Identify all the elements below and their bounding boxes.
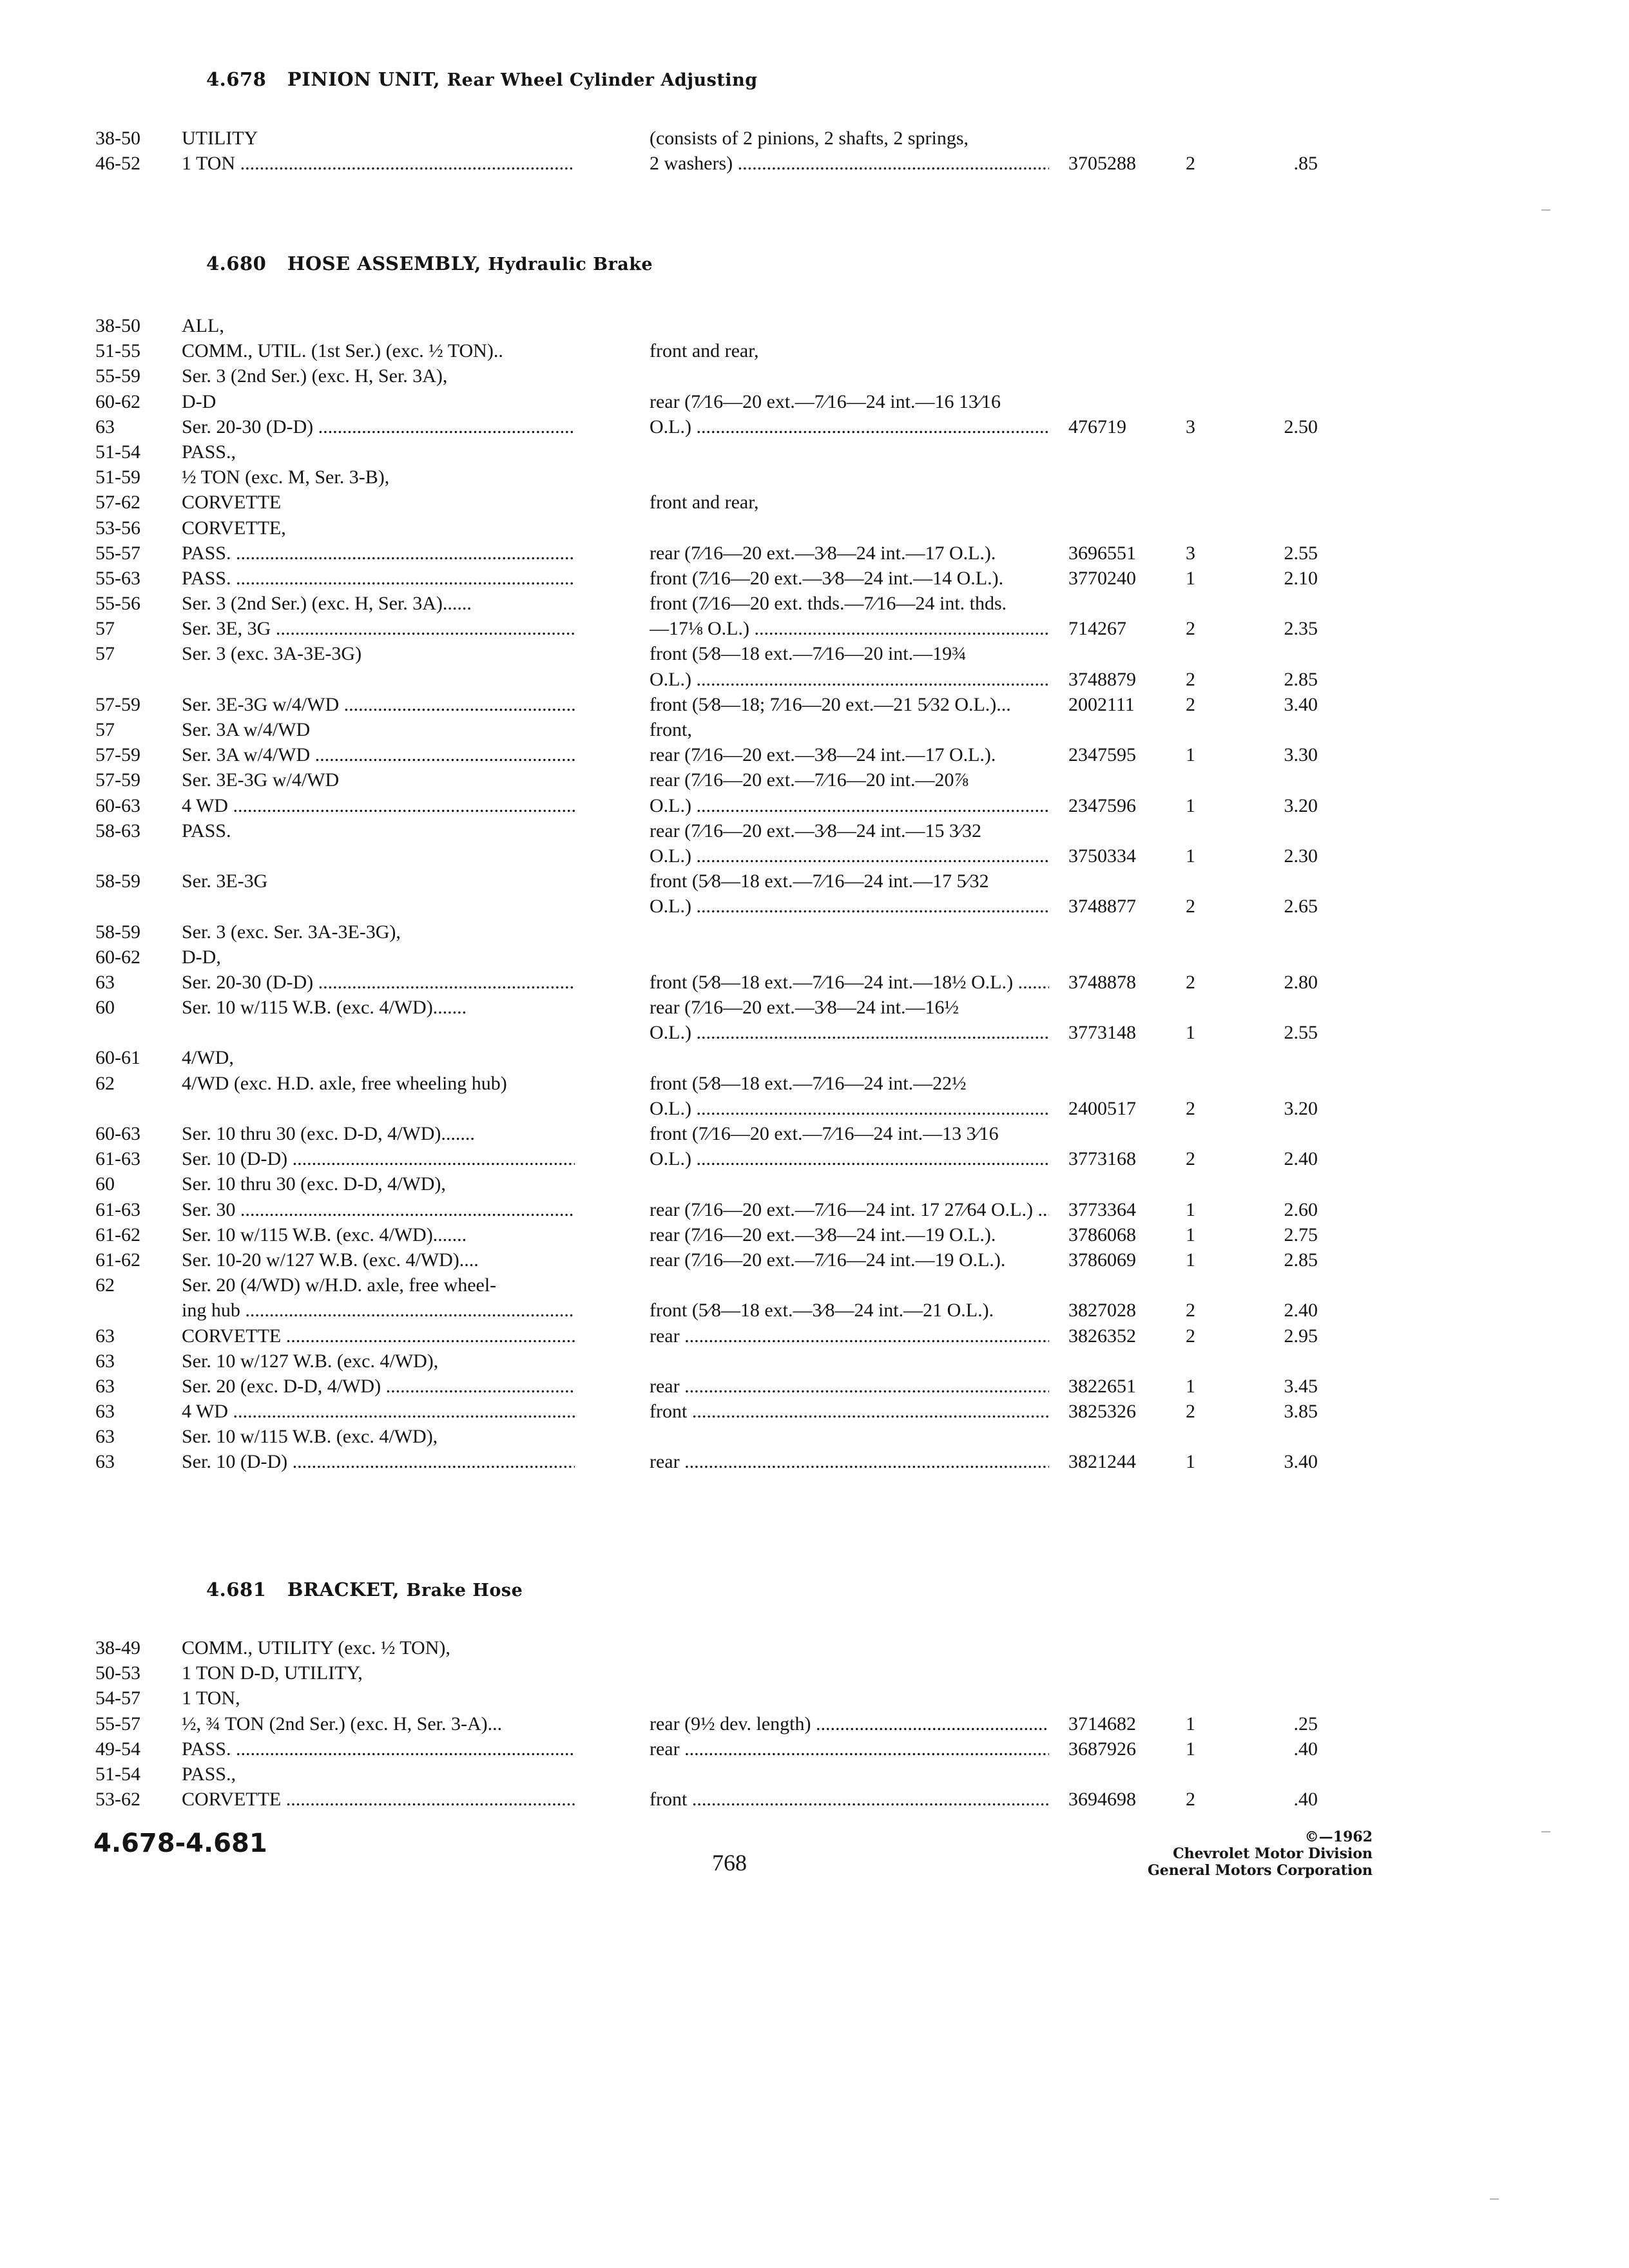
description-cell: O.L.) ..... bbox=[650, 1146, 1049, 1171]
price-cell: 2.50 bbox=[1284, 416, 1318, 437]
application-cell: Ser. 30 ..... bbox=[182, 1197, 575, 1222]
quantity-cell: 2 bbox=[1186, 1300, 1195, 1321]
application-cell: Ser. 20 (exc. D-D, 4/WD) ..... bbox=[182, 1374, 575, 1399]
part-number-cell: 3821244 bbox=[1068, 1451, 1136, 1473]
description-cell: front (5⁄8—18 ext.—7⁄16—20 int.—19¾ bbox=[650, 643, 967, 665]
year-cell: 57 bbox=[95, 719, 115, 740]
description-cell: rear (7⁄16—20 ext.—3⁄8—24 int.—15 3⁄32 bbox=[650, 820, 981, 841]
year-cell: 54-57 bbox=[95, 1687, 140, 1709]
part-number-cell: 2347595 bbox=[1068, 744, 1136, 766]
quantity-cell: 2 bbox=[1186, 1097, 1195, 1119]
quantity-cell: 2 bbox=[1186, 668, 1195, 690]
application-cell: 1 TON D-D, UTILITY, bbox=[182, 1662, 363, 1684]
price-cell: .85 bbox=[1293, 153, 1318, 175]
application-cell: Ser. 3 (2nd Ser.) (exc. H, Ser. 3A), bbox=[182, 365, 448, 387]
price-cell: 3.40 bbox=[1284, 693, 1318, 715]
description-cell: O.L.) ..... bbox=[650, 1096, 1049, 1121]
application-cell: Ser. 20 (4/WD) w/H.D. axle, free wheel- bbox=[182, 1274, 497, 1296]
year-cell: 55-56 bbox=[95, 593, 140, 615]
application-cell: Ser. 20-30 (D-D) ..... bbox=[182, 970, 575, 995]
description-cell: O.L.) ..... bbox=[650, 667, 1049, 692]
description-cell: rear ..... bbox=[650, 1449, 1049, 1474]
scan-mark bbox=[1490, 2198, 1499, 2200]
year-cell: 57 bbox=[95, 618, 115, 640]
price-cell: 2.60 bbox=[1284, 1198, 1318, 1220]
year-cell: 63 bbox=[95, 1426, 115, 1448]
year-cell: 58-59 bbox=[95, 870, 140, 892]
quantity-cell: 2 bbox=[1186, 693, 1195, 715]
application-cell: 1 TON, bbox=[182, 1687, 240, 1709]
application-cell: Ser. 3 (exc. 3A-3E-3G) bbox=[182, 643, 362, 665]
description-cell: rear ..... bbox=[650, 1323, 1049, 1349]
quantity-cell: 1 bbox=[1186, 1713, 1195, 1735]
year-cell: 63 bbox=[95, 1375, 115, 1397]
year-cell: 38-50 bbox=[95, 128, 140, 149]
year-cell: 60-62 bbox=[95, 946, 140, 968]
copyright-block bbox=[1148, 1829, 1373, 1879]
part-number-cell: 3786069 bbox=[1068, 1249, 1136, 1271]
price-cell: 3.30 bbox=[1284, 744, 1318, 766]
description-cell: front (7⁄16—20 ext.—3⁄8—24 int.—14 O.L.). bbox=[650, 567, 1004, 589]
description-cell: rear ..... bbox=[650, 1736, 1049, 1762]
part-number-cell: 3770240 bbox=[1068, 567, 1136, 589]
year-cell: 57-62 bbox=[95, 492, 140, 514]
description-cell: —17⅛ O.L.) ..... bbox=[650, 616, 1049, 641]
year-cell: 55-57 bbox=[95, 542, 140, 564]
year-cell: 50-53 bbox=[95, 1662, 140, 1684]
description-cell: 2 washers) ..... bbox=[650, 151, 1049, 176]
description-cell: O.L.) ..... bbox=[650, 843, 1049, 869]
quantity-cell: 1 bbox=[1186, 845, 1195, 867]
application-cell: PASS., bbox=[182, 441, 236, 463]
page-number: 768 bbox=[712, 1850, 747, 1876]
part-number-cell: 3827028 bbox=[1068, 1300, 1136, 1321]
part-number-cell: 3748879 bbox=[1068, 668, 1136, 690]
copyright-year: ©—1962 bbox=[1304, 1829, 1373, 1845]
quantity-cell: 2 bbox=[1186, 971, 1195, 993]
year-cell: 57 bbox=[95, 643, 115, 665]
price-cell: 3.20 bbox=[1284, 794, 1318, 816]
section-title-4-680 bbox=[206, 253, 653, 274]
application-cell: Ser. 10 w/115 W.B. (exc. 4/WD)....... bbox=[182, 997, 467, 1019]
application-cell: Ser. 10 w/115 W.B. (exc. 4/WD)....... bbox=[182, 1224, 467, 1245]
description-cell: front ..... bbox=[650, 1787, 1049, 1812]
year-cell: 53-56 bbox=[95, 517, 140, 539]
year-cell: 38-49 bbox=[95, 1637, 140, 1658]
price-cell: 2.40 bbox=[1284, 1148, 1318, 1170]
section-number: 4.678 bbox=[206, 68, 267, 90]
application-cell: 4 WD ..... bbox=[182, 1399, 575, 1424]
price-cell: 3.20 bbox=[1284, 1097, 1318, 1119]
application-cell: ALL, bbox=[182, 315, 224, 336]
application-cell: PASS. ..... bbox=[182, 566, 575, 591]
application-cell: PASS. bbox=[182, 820, 231, 841]
year-cell: 46-52 bbox=[95, 153, 140, 175]
year-cell: 49-54 bbox=[95, 1738, 140, 1760]
application-cell: ½, ¾ TON (2nd Ser.) (exc. H, Ser. 3-A)... bbox=[182, 1713, 503, 1735]
application-cell: D-D bbox=[182, 390, 217, 412]
price-cell: 2.80 bbox=[1284, 971, 1318, 993]
year-cell: 61-63 bbox=[95, 1198, 140, 1220]
part-number-cell: 3786068 bbox=[1068, 1224, 1136, 1245]
part-number-cell: 3748878 bbox=[1068, 971, 1136, 993]
price-cell: 3.45 bbox=[1284, 1375, 1318, 1397]
year-cell: 38-50 bbox=[95, 315, 140, 336]
description-cell: front (5⁄8—18; 7⁄16—20 ext.—21 5⁄32 O.L.)... bbox=[650, 693, 1011, 715]
part-number-cell: 476719 bbox=[1068, 416, 1126, 437]
part-number-cell: 3826352 bbox=[1068, 1325, 1136, 1347]
quantity-cell: 1 bbox=[1186, 1451, 1195, 1473]
quantity-cell: 3 bbox=[1186, 416, 1195, 437]
application-cell: D-D, bbox=[182, 946, 221, 968]
year-cell: 58-63 bbox=[95, 820, 140, 841]
quantity-cell: 2 bbox=[1186, 896, 1195, 918]
part-number-cell: 3687926 bbox=[1068, 1738, 1136, 1760]
price-cell: 2.85 bbox=[1284, 1249, 1318, 1271]
application-cell: COMM., UTILITY (exc. ½ TON), bbox=[182, 1637, 450, 1658]
application-cell: Ser. 3E-3G bbox=[182, 870, 268, 892]
description-cell: front (5⁄8—18 ext.—7⁄16—24 int.—22½ bbox=[650, 1072, 967, 1094]
price-cell: 2.75 bbox=[1284, 1224, 1318, 1245]
quantity-cell: 1 bbox=[1186, 794, 1195, 816]
part-number-cell: 3825326 bbox=[1068, 1401, 1136, 1423]
part-number-cell: 3773168 bbox=[1068, 1148, 1136, 1170]
description-cell: front (7⁄16—20 ext.—7⁄16—24 int.—13 3⁄16 bbox=[650, 1123, 999, 1144]
year-cell: 51-54 bbox=[95, 1763, 140, 1785]
part-number-cell: 3714682 bbox=[1068, 1713, 1136, 1735]
description-cell: rear (7⁄16—20 ext.—3⁄8—24 int.—16½ bbox=[650, 997, 959, 1019]
scan-mark bbox=[1541, 209, 1550, 211]
price-cell: 2.95 bbox=[1284, 1325, 1318, 1347]
year-cell: 51-55 bbox=[95, 340, 140, 362]
year-cell: 63 bbox=[95, 1451, 115, 1473]
part-number-cell: 3773148 bbox=[1068, 1022, 1136, 1044]
description-cell: rear (7⁄16—20 ext.—7⁄16—20 int.—20⅞ bbox=[650, 769, 969, 791]
year-cell: 60-62 bbox=[95, 390, 140, 412]
year-cell: 63 bbox=[95, 971, 115, 993]
quantity-cell: 1 bbox=[1186, 1249, 1195, 1271]
scan-mark bbox=[1541, 1831, 1550, 1832]
quantity-cell: 1 bbox=[1186, 1198, 1195, 1220]
description-cell: (consists of 2 pinions, 2 shafts, 2 springs, bbox=[650, 128, 969, 149]
application-cell: Ser. 3E, 3G ..... bbox=[182, 616, 575, 641]
application-cell: Ser. 3 (exc. Ser. 3A-3E-3G), bbox=[182, 921, 401, 943]
year-cell: 60 bbox=[95, 997, 115, 1019]
part-number-cell: 3705288 bbox=[1068, 153, 1136, 175]
year-cell: 63 bbox=[95, 1325, 115, 1347]
application-cell: CORVETTE ..... bbox=[182, 1787, 575, 1812]
year-cell: 63 bbox=[95, 1401, 115, 1423]
part-number-cell: 2347596 bbox=[1068, 794, 1136, 816]
section-title-4-681 bbox=[206, 1579, 523, 1600]
section-number: 4.681 bbox=[206, 1579, 267, 1600]
application-cell: 4/WD, bbox=[182, 1047, 234, 1069]
description-cell: front and rear, bbox=[650, 492, 759, 514]
description-cell: front, bbox=[650, 719, 692, 740]
quantity-cell: 2 bbox=[1186, 618, 1195, 640]
part-number-cell: 3822651 bbox=[1068, 1375, 1136, 1397]
quantity-cell: 3 bbox=[1186, 542, 1195, 564]
year-cell: 57-59 bbox=[95, 744, 140, 766]
description-cell: rear (7⁄16—20 ext.—3⁄8—24 int.—17 O.L.). bbox=[650, 744, 996, 766]
year-cell: 58-59 bbox=[95, 921, 140, 943]
price-cell: .40 bbox=[1293, 1789, 1318, 1811]
price-cell: 2.55 bbox=[1284, 1022, 1318, 1044]
part-number-cell: 3750334 bbox=[1068, 845, 1136, 867]
application-cell: PASS. ..... bbox=[182, 1736, 575, 1762]
part-number-cell: 2400517 bbox=[1068, 1097, 1136, 1119]
quantity-cell: 2 bbox=[1186, 1325, 1195, 1347]
quantity-cell: 2 bbox=[1186, 1789, 1195, 1811]
section-number: 4.680 bbox=[206, 253, 267, 274]
application-cell: Ser. 3E-3G w/4/WD ..... bbox=[182, 692, 575, 717]
description-cell: rear (7⁄16—20 ext.—7⁄16—24 int.—19 O.L.). bbox=[650, 1249, 1006, 1271]
quantity-cell: 2 bbox=[1186, 1148, 1195, 1170]
section-subheading: Hydraulic Brake bbox=[488, 255, 653, 274]
price-cell: 3.85 bbox=[1284, 1401, 1318, 1423]
price-cell: 2.40 bbox=[1284, 1300, 1318, 1321]
application-cell: ing hub ..... bbox=[182, 1298, 575, 1323]
application-cell: Ser. 3A w/4/WD ..... bbox=[182, 742, 575, 767]
application-cell: Ser. 10 (D-D) ..... bbox=[182, 1449, 575, 1474]
year-cell: 51-54 bbox=[95, 441, 140, 463]
description-cell: front and rear, bbox=[650, 340, 759, 362]
application-cell: Ser. 3 (2nd Ser.) (exc. H, Ser. 3A)...... bbox=[182, 593, 472, 615]
application-cell: CORVETTE, bbox=[182, 517, 286, 539]
description-cell: rear (7⁄16—20 ext.—7⁄16—24 int. 17 27⁄64 O.L.) ..... bbox=[650, 1197, 1049, 1222]
footer-section-range: 4.678-4.681 bbox=[93, 1829, 267, 1858]
year-cell: 63 bbox=[95, 416, 115, 437]
year-cell: 57-59 bbox=[95, 693, 140, 715]
section-heading: BRACKET, bbox=[287, 1579, 400, 1600]
application-cell: Ser. 10 w/127 W.B. (exc. 4/WD), bbox=[182, 1350, 439, 1372]
application-cell: 4/WD (exc. H.D. axle, free wheeling hub) bbox=[182, 1072, 507, 1094]
description-cell: rear (7⁄16—20 ext.—7⁄16—24 int.—16 13⁄16 bbox=[650, 390, 1001, 412]
year-cell: 55-59 bbox=[95, 365, 140, 387]
description-cell: O.L.) ..... bbox=[650, 1020, 1049, 1045]
description-cell: O.L.) ..... bbox=[650, 894, 1049, 919]
description-cell: rear (9½ dev. length) ..... bbox=[650, 1711, 1049, 1736]
description-cell: front (5⁄8—18 ext.—7⁄16—24 int.—18½ O.L.) ..... bbox=[650, 970, 1049, 995]
description-cell: front (5⁄8—18 ext.—7⁄16—24 int.—17 5⁄32 bbox=[650, 870, 989, 892]
section-heading: HOSE ASSEMBLY, bbox=[287, 253, 481, 274]
price-cell: .40 bbox=[1293, 1738, 1318, 1760]
section-subheading: Rear Wheel Cylinder Adjusting bbox=[447, 70, 758, 90]
part-number-cell: 714267 bbox=[1068, 618, 1126, 640]
section-title-4-678 bbox=[206, 68, 758, 90]
application-cell: Ser. 10 (D-D) ..... bbox=[182, 1146, 575, 1171]
application-cell: 1 TON ..... bbox=[182, 151, 575, 176]
price-cell: 2.10 bbox=[1284, 567, 1318, 589]
description-cell: front (5⁄8—18 ext.—3⁄8—24 int.—21 O.L.). bbox=[650, 1300, 994, 1321]
application-cell: 4 WD ..... bbox=[182, 793, 575, 818]
price-cell: 3.40 bbox=[1284, 1451, 1318, 1473]
application-cell: Ser. 10-20 w/127 W.B. (exc. 4/WD).... bbox=[182, 1249, 479, 1271]
price-cell: 2.30 bbox=[1284, 845, 1318, 867]
copyright-division: Chevrolet Motor Division bbox=[1173, 1845, 1373, 1862]
quantity-cell: 1 bbox=[1186, 567, 1195, 589]
application-cell: ½ TON (exc. M, Ser. 3-B), bbox=[182, 466, 390, 488]
year-cell: 60 bbox=[95, 1173, 115, 1195]
year-cell: 62 bbox=[95, 1072, 115, 1094]
quantity-cell: 1 bbox=[1186, 1738, 1195, 1760]
year-cell: 62 bbox=[95, 1274, 115, 1296]
quantity-cell: 1 bbox=[1186, 1375, 1195, 1397]
part-number-cell: 3748877 bbox=[1068, 896, 1136, 918]
application-cell: CORVETTE bbox=[182, 492, 282, 514]
description-cell: rear ..... bbox=[650, 1374, 1049, 1399]
description-cell: O.L.) ..... bbox=[650, 793, 1049, 818]
part-number-cell: 3694698 bbox=[1068, 1789, 1136, 1811]
quantity-cell: 1 bbox=[1186, 1022, 1195, 1044]
price-cell: 2.55 bbox=[1284, 542, 1318, 564]
year-cell: 53-62 bbox=[95, 1789, 140, 1811]
year-cell: 60-63 bbox=[95, 794, 140, 816]
application-cell: UTILITY bbox=[182, 128, 258, 149]
quantity-cell: 2 bbox=[1186, 1401, 1195, 1423]
year-cell: 57-59 bbox=[95, 769, 140, 791]
application-cell: COMM., UTIL. (1st Ser.) (exc. ½ TON).. bbox=[182, 340, 503, 362]
description-cell: rear (7⁄16—20 ext.—3⁄8—24 int.—19 O.L.). bbox=[650, 1224, 996, 1245]
year-cell: 55-57 bbox=[95, 1713, 140, 1735]
application-cell: Ser. 10 thru 30 (exc. D-D, 4/WD)....... bbox=[182, 1123, 475, 1144]
year-cell: 51-59 bbox=[95, 466, 140, 488]
application-cell: Ser. 10 w/115 W.B. (exc. 4/WD), bbox=[182, 1426, 438, 1448]
description-cell: front ..... bbox=[650, 1399, 1049, 1424]
application-cell: PASS., bbox=[182, 1763, 236, 1785]
price-cell: 2.65 bbox=[1284, 896, 1318, 918]
application-cell: Ser. 3E-3G w/4/WD bbox=[182, 769, 340, 791]
application-cell: PASS. ..... bbox=[182, 541, 575, 566]
part-number-cell: 3696551 bbox=[1068, 542, 1136, 564]
section-heading: PINION UNIT, bbox=[287, 68, 441, 90]
price-cell: 2.35 bbox=[1284, 618, 1318, 640]
year-cell: 61-62 bbox=[95, 1224, 140, 1245]
application-cell: Ser. 10 thru 30 (exc. D-D, 4/WD), bbox=[182, 1173, 446, 1195]
description-cell: rear (7⁄16—20 ext.—3⁄8—24 int.—17 O.L.). bbox=[650, 542, 996, 564]
year-cell: 60-61 bbox=[95, 1047, 140, 1069]
year-cell: 55-63 bbox=[95, 567, 140, 589]
part-number-cell: 2002111 bbox=[1068, 693, 1135, 715]
application-cell: Ser. 3A w/4/WD bbox=[182, 719, 311, 740]
price-cell: 2.85 bbox=[1284, 668, 1318, 690]
application-cell: Ser. 20-30 (D-D) ..... bbox=[182, 414, 575, 439]
year-cell: 61-63 bbox=[95, 1148, 140, 1170]
quantity-cell: 2 bbox=[1186, 153, 1195, 175]
year-cell: 60-63 bbox=[95, 1123, 140, 1144]
description-cell: O.L.) ..... bbox=[650, 414, 1049, 439]
quantity-cell: 1 bbox=[1186, 744, 1195, 766]
price-cell: .25 bbox=[1293, 1713, 1318, 1735]
application-cell: CORVETTE ..... bbox=[182, 1323, 575, 1349]
year-cell: 61-62 bbox=[95, 1249, 140, 1271]
part-number-cell: 3773364 bbox=[1068, 1198, 1136, 1220]
description-cell: front (7⁄16—20 ext. thds.—7⁄16—24 int. thds. bbox=[650, 593, 1007, 615]
section-subheading: Brake Hose bbox=[406, 1581, 523, 1600]
year-cell: 63 bbox=[95, 1350, 115, 1372]
quantity-cell: 1 bbox=[1186, 1224, 1195, 1245]
copyright-corporation: General Motors Corporation bbox=[1147, 1862, 1373, 1879]
